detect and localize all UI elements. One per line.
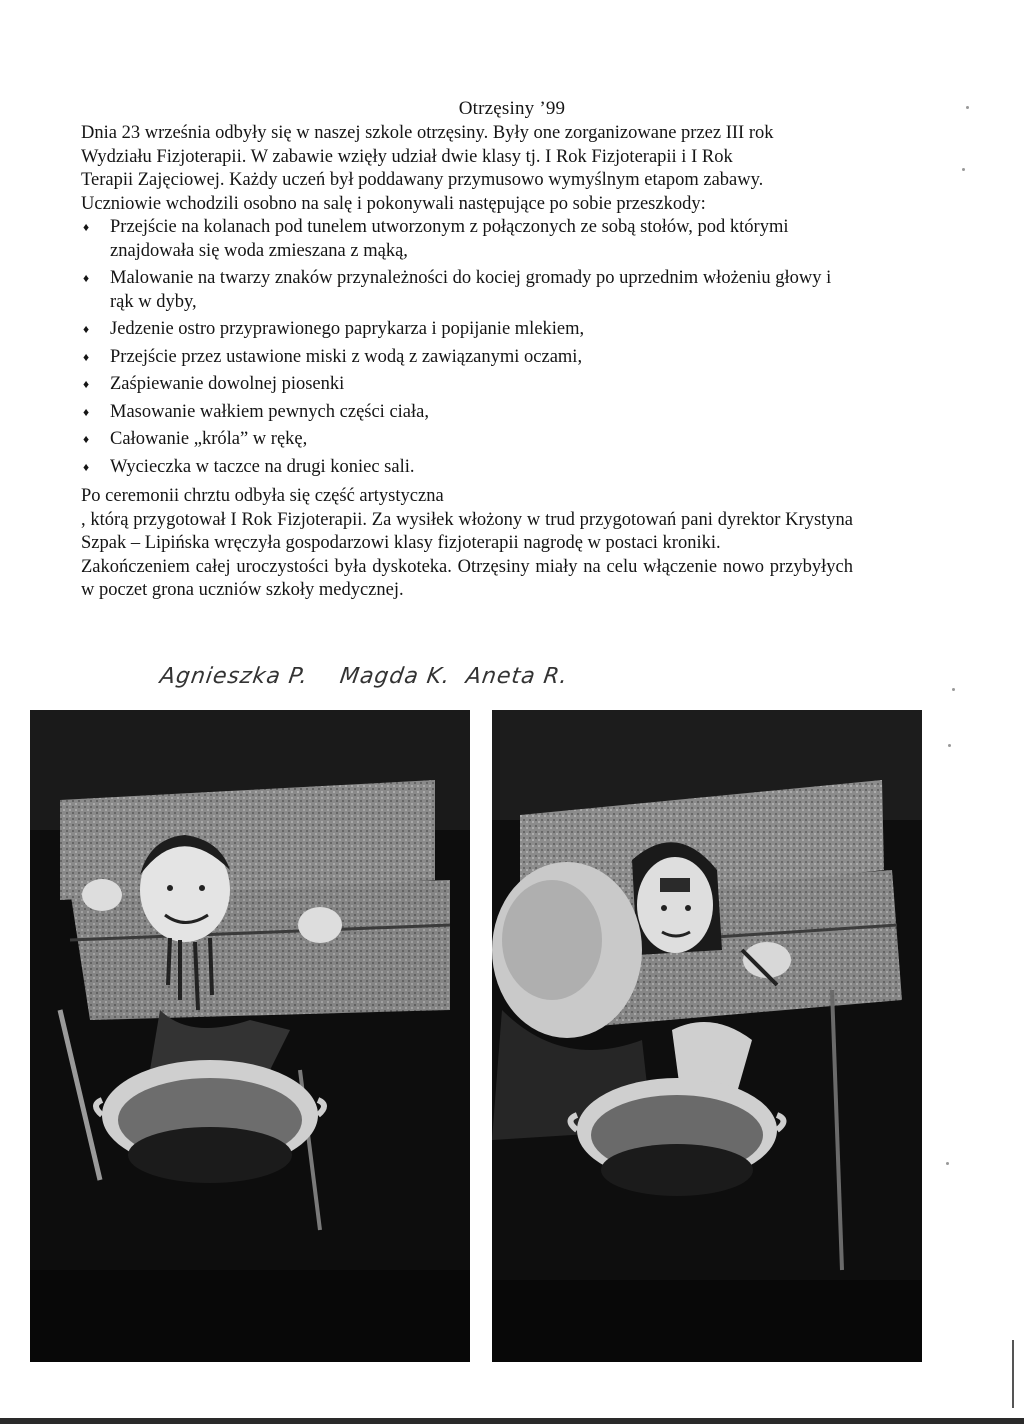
person-hand-right	[298, 907, 342, 943]
scan-speck	[966, 106, 969, 109]
bullet-diamond-icon: ♦	[83, 349, 90, 364]
intro-line: Wydziału Fizjoterapii. W zabawie wzięły udział dwie klasy tj. I Rok Fizjoterapii i I Rok	[81, 146, 733, 167]
photo-left	[30, 710, 470, 1362]
stocks-board	[70, 880, 450, 1020]
bucket-water	[601, 1144, 753, 1196]
list-item	[81, 346, 841, 370]
photo-right-illustration	[492, 710, 922, 1362]
list-item	[81, 428, 841, 452]
bullet-diamond-icon: ♦	[83, 271, 90, 285]
scan-speck	[948, 744, 951, 747]
closing-paragraph: Zakończeniem całej uroczystości była dyskoteka. Otrzęsiny miały na celu włączenie nowo przybyłych w poczet grona uczniów szkoły medycznej.	[81, 556, 853, 600]
list-item	[81, 267, 841, 314]
closing-line: Po ceremonii chrztu odbyła się część artystyczna	[81, 486, 444, 506]
scan-speck	[952, 688, 955, 691]
obstacle-list	[81, 216, 841, 483]
bullet-diamond-icon: ♦	[83, 404, 90, 419]
list-item-text: Jedzenie ostro przyprawionego paprykarza i popijanie mlekiem,	[110, 319, 585, 339]
scan-speck	[962, 168, 965, 171]
bucket-water	[128, 1127, 292, 1183]
closing-section	[81, 485, 853, 603]
document-title: Otrzęsiny ’99	[458, 98, 566, 119]
intro-paragraph	[81, 122, 871, 216]
person-head	[637, 857, 713, 953]
bullet-diamond-icon: ♦	[83, 459, 90, 474]
scan-bottom-edge	[0, 1418, 1024, 1424]
list-item-text: Całowanie „króla” w rękę,	[110, 429, 308, 449]
painted-face-mark	[660, 878, 690, 892]
handwritten-signature: Magda K.	[338, 664, 453, 689]
intro-line: Terapii Zajęciowej. Każdy uczeń był poddawany przymusowo wymyślnym etapom zabawy.	[81, 170, 764, 190]
closing-paragraph: , którą przygotował I Rok Fizjoterapii. Za wysiłek włożony w trud przygotowań pani dyrektor Krystyna Szpak – Lipińska wręczyła gospodarzowi klasy fizjoterapii nagrodę w postaci kroniki.	[81, 509, 853, 553]
scan-speck	[946, 1162, 949, 1165]
list-item-text: Wycieczka w taczce na drugi koniec sali.	[110, 456, 415, 477]
handwritten-signature: Aneta R.	[464, 664, 570, 689]
photo-left-illustration	[30, 710, 470, 1362]
list-item-text: Malowanie na twarzy znaków przynależności do kociej gromady po uprzednim włożeniu głowy i rąk w dyby,	[110, 268, 832, 312]
list-item	[81, 456, 841, 480]
bullet-diamond-icon: ♦	[83, 377, 90, 391]
bullet-diamond-icon: ♦	[83, 322, 90, 336]
person-hand-left	[82, 879, 122, 911]
intro-line: Dnia 23 września odbyły się w naszej szkole otrzęsiny. Były one zorganizowane przez III rok	[81, 123, 774, 143]
list-item-text: Przejście przez ustawione miski z wodą z zawiązanymi oczami,	[110, 346, 583, 367]
handwritten-signature: Agnieszka P.	[158, 664, 310, 689]
list-item	[81, 401, 841, 425]
photo-right	[492, 710, 922, 1362]
list-item	[81, 318, 841, 342]
list-item-text: Przejście na kolanach pod tunelem utworzonym z połączonych ze sobą stołów, pod którymi znajdowała się woda zmieszana z mąką,	[110, 217, 789, 261]
bullet-diamond-icon: ♦	[83, 220, 90, 234]
bullet-diamond-icon: ♦	[83, 432, 90, 446]
intro-line: Uczniowie wchodzili osobno na salę i pokonywali następujące po sobie przeszkody:	[81, 193, 706, 214]
list-item-text: Zaśpiewanie dowolnej piosenki	[110, 374, 345, 394]
list-item	[81, 373, 841, 397]
list-item-text: Masowanie wałkiem pewnych części ciała,	[110, 401, 429, 422]
list-item	[81, 216, 841, 263]
scan-edge-mark	[1012, 1340, 1014, 1408]
